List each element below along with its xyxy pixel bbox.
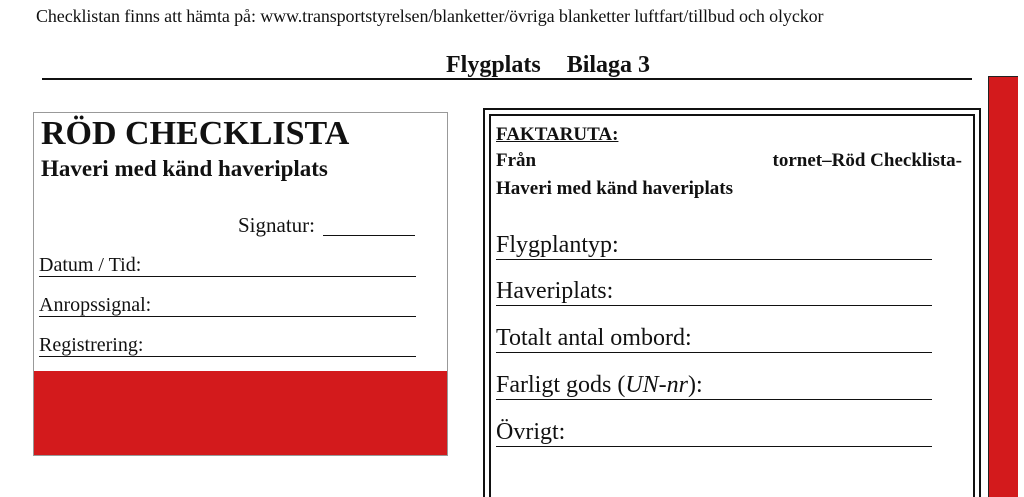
- faktaruta-subject: Haveri med känd haveriplats: [496, 178, 733, 199]
- red-checklist-card: [33, 112, 448, 456]
- totalt-antal-ombord-field[interactable]: Totalt antal ombord:: [496, 323, 932, 353]
- anropssignal-field[interactable]: Anropssignal:: [39, 293, 416, 317]
- farligt-gods-close: ):: [688, 372, 703, 398]
- red-color-block: [34, 371, 447, 455]
- signature-field-line[interactable]: [323, 235, 415, 236]
- farligt-gods-label: Farligt gods (: [496, 372, 626, 398]
- registrering-field[interactable]: Registrering:: [39, 333, 416, 357]
- faktaruta-tower: tornet–Röd Checklista-: [772, 150, 962, 171]
- heading-flygplats: Flygplats: [446, 52, 541, 78]
- signature-label: Signatur:: [238, 213, 315, 237]
- flygplantyp-field[interactable]: Flygplantyp:: [496, 230, 932, 260]
- haveriplats-field[interactable]: Haveriplats:: [496, 276, 932, 306]
- faktaruta-inner-frame: [489, 114, 975, 497]
- faktaruta-from: Från: [496, 150, 537, 171]
- faktaruta-card: [483, 108, 981, 497]
- checklist-title: RÖD CHECKLISTA: [41, 115, 350, 152]
- page-heading: [446, 52, 650, 79]
- un-nr-label: UN-nr: [625, 372, 688, 398]
- heading-bilaga: Bilaga 3: [566, 52, 651, 78]
- checklist-subtitle: Haveri med känd haveriplats: [41, 156, 328, 181]
- faktaruta-origin-line: [496, 150, 962, 172]
- farligt-gods-field[interactable]: [496, 370, 932, 400]
- red-side-bar: [988, 76, 1018, 497]
- faktaruta-title: FAKTARUTA:: [496, 124, 619, 145]
- ovrigt-field[interactable]: Övrigt:: [496, 417, 932, 447]
- datum-tid-field[interactable]: Datum / Tid:: [39, 253, 416, 277]
- source-reference-text: Checklistan finns att hämta på: www.transportstyrelsen/blanketter/övriga blanketter luftfart/tillbud och olyckor: [36, 6, 824, 26]
- heading-underline: [42, 78, 972, 80]
